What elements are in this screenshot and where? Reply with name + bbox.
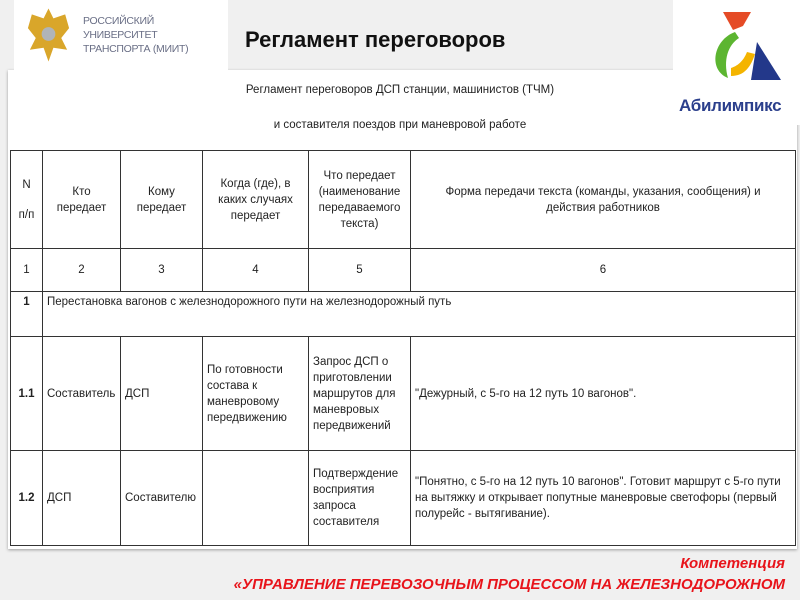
row-when: По готовности состава к маневровому передвижению [203, 337, 309, 451]
row-who: ДСП [43, 451, 121, 546]
university-name: РОССИЙСКИЙ УНИВЕРСИТЕТ [83, 15, 158, 41]
column-numbers-row [11, 249, 796, 292]
header-when: Когда (где), в каких случаях передает [203, 151, 309, 249]
col-num: 2 [43, 249, 121, 292]
university-logo [14, 0, 228, 70]
row-to: ДСП [121, 337, 203, 451]
page-title: Регламент переговоров [245, 27, 506, 52]
document-title: Регламент переговоров ДСП станции, машинистов (ТЧМ) [245, 84, 555, 96]
header-who: Кто передает [43, 151, 121, 249]
section-row [11, 292, 796, 337]
row-what: Запрос ДСП о приготовлении маршрутов для маневровых передвижений [309, 337, 411, 451]
header-row [11, 151, 796, 249]
col-num: 6 [411, 249, 796, 292]
header-what: Что передает (наименование передаваемого текста) [309, 151, 411, 249]
document-subtitle: и составителя поездов при маневровой работе [273, 119, 527, 131]
university-name-2: ТРАНСПОРТА (МИИТ) [83, 43, 189, 55]
regulation-table [10, 150, 796, 546]
row-to: Составителю [121, 451, 203, 546]
table-row [11, 337, 796, 451]
row-who: Составитель [43, 337, 121, 451]
row-what: Подтверждение восприятия запроса составителя [309, 451, 411, 546]
header-form: Форма передачи текста (команды, указания, сообщения) и действия работников [411, 151, 796, 249]
footer-competence: Компетенция [680, 555, 785, 572]
row-num: 1.2 [11, 451, 43, 546]
brand-name: Абилимпикс [679, 96, 782, 115]
row-form: "Дежурный, с 5-го на 12 путь 10 вагонов". [411, 337, 796, 451]
row-form: "Понятно, с 5-го на 12 путь 10 вагонов". Готовит маршрут с 5-го пути на вытяжку и открывает попутные маневровые светофоры (первый полурейс - вытягивание). [411, 451, 796, 546]
row-num: 1.1 [11, 337, 43, 451]
abilympics-logo [673, 0, 800, 125]
abilympics-icon [673, 0, 800, 95]
section-num: 1 [11, 292, 43, 337]
section-text: Перестановка вагонов с железнодорожного пути на железнодорожный путь [43, 292, 796, 337]
footer-competence-name: «УПРАВЛЕНИЕ ПЕРЕВОЗОЧНЫМ ПРОЦЕССОМ НА ЖЕЛЕЗНОДОРОЖНОМ [233, 576, 785, 593]
header-to: Кому передает [121, 151, 203, 249]
coat-of-arms-icon [24, 4, 73, 66]
table-row [11, 451, 796, 546]
col-num: 4 [203, 249, 309, 292]
header-num: N п/п [11, 151, 43, 249]
col-num: 3 [121, 249, 203, 292]
row-when [203, 451, 309, 546]
col-num: 5 [309, 249, 411, 292]
col-num: 1 [11, 249, 43, 292]
